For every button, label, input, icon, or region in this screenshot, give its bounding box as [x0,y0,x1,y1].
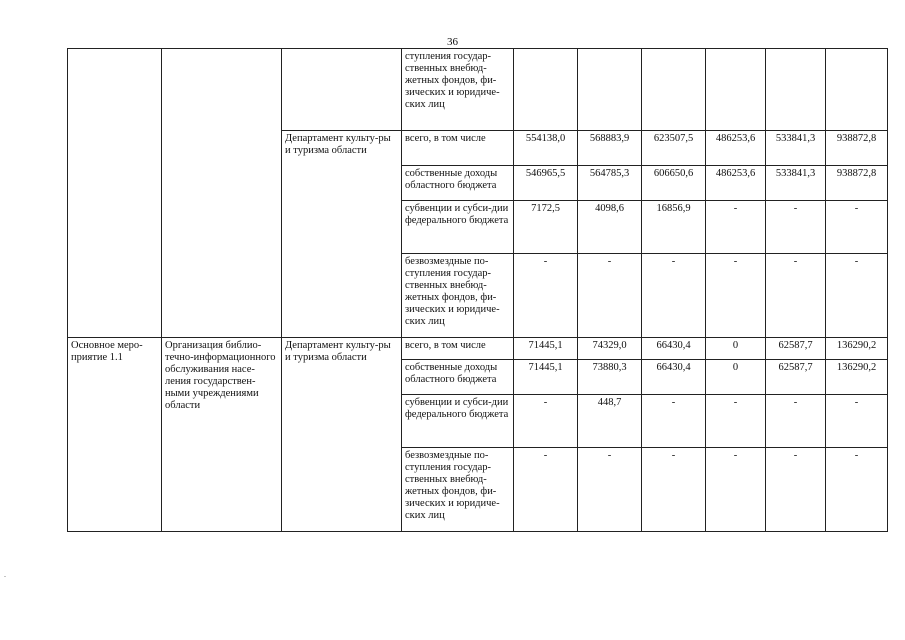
value-cell: 71445,1 [514,360,578,395]
value-cell: - [642,395,706,448]
value-cell: 486253,6 [706,131,766,166]
value-cell [826,49,888,131]
value-cell [766,49,826,131]
event-description-cell: Организация библио-течно-информационного обслуживания насе-ления государствен-ными учреждениями области [162,338,282,532]
value-cell: 533841,3 [766,166,826,201]
value-cell [578,49,642,131]
value-cell: 16856,9 [642,201,706,254]
value-cell: - [766,201,826,254]
value-cell: - [578,254,642,338]
value-cell: 938872,8 [826,131,888,166]
funding-source-cell: всего, в том числе [402,338,514,360]
value-cell: - [766,395,826,448]
funding-source-cell: всего, в том числе [402,131,514,166]
value-cell: 568883,9 [578,131,642,166]
value-cell: 606650,6 [642,166,706,201]
value-cell: - [642,254,706,338]
value-cell: 546965,5 [514,166,578,201]
value-cell: - [706,395,766,448]
funding-source-cell: собственные доходы областного бюджета [402,360,514,395]
table-row [68,338,888,360]
value-cell: - [766,254,826,338]
funding-source-cell: субвенции и субси-дии федерального бюджета [402,395,514,448]
value-cell: 0 [706,360,766,395]
value-cell: - [514,254,578,338]
value-cell: 7172,5 [514,201,578,254]
page-number: 36 [447,36,458,48]
value-cell [642,49,706,131]
value-cell: - [706,201,766,254]
value-cell: 554138,0 [514,131,578,166]
value-cell: - [514,395,578,448]
responsible-executor-cell [282,49,402,131]
value-cell: - [706,448,766,532]
budget-table [67,48,888,532]
value-cell: - [826,201,888,254]
value-cell: - [766,448,826,532]
value-cell: 62587,7 [766,338,826,360]
value-cell: 486253,6 [706,166,766,201]
funding-source-cell: ступления государ-ственных внебюд-жетных фондов, фи-зических и юридиче-ских лиц [402,49,514,131]
value-cell: - [642,448,706,532]
value-cell: 938872,8 [826,166,888,201]
value-cell: 136290,2 [826,360,888,395]
value-cell: 0 [706,338,766,360]
value-cell: - [514,448,578,532]
event-description-cell [162,49,282,338]
funding-source-cell: безвозмездные по-ступления государ-ственных внебюд-жетных фондов, фи-зических и юридиче-ских лиц [402,448,514,532]
value-cell: 564785,3 [578,166,642,201]
value-cell: 66430,4 [642,338,706,360]
responsible-executor-cell: Департамент культу-ры и туризма области [282,131,402,338]
event-name-cell: Основное меро-приятие 1.1 [68,338,162,532]
table-row [68,49,888,131]
value-cell: 66430,4 [642,360,706,395]
value-cell: 448,7 [578,395,642,448]
value-cell: - [706,254,766,338]
value-cell [706,49,766,131]
value-cell: 71445,1 [514,338,578,360]
value-cell: - [826,448,888,532]
responsible-executor-cell: Департамент культу-ры и туризма области [282,338,402,532]
value-cell: 62587,7 [766,360,826,395]
funding-source-cell: субвенции и субси-дии федерального бюджета [402,201,514,254]
margin-mark: . [4,570,6,579]
value-cell: 623507,5 [642,131,706,166]
value-cell: 136290,2 [826,338,888,360]
value-cell: - [578,448,642,532]
value-cell: 73880,3 [578,360,642,395]
event-name-cell [68,49,162,338]
funding-source-cell: собственные доходы областного бюджета [402,166,514,201]
funding-source-cell: безвозмездные по-ступления государ-ственных внебюд-жетных фондов, фи-зических и юридиче-ских лиц [402,254,514,338]
value-cell: - [826,254,888,338]
value-cell: 533841,3 [766,131,826,166]
value-cell: 4098,6 [578,201,642,254]
value-cell [514,49,578,131]
value-cell: - [826,395,888,448]
value-cell: 74329,0 [578,338,642,360]
